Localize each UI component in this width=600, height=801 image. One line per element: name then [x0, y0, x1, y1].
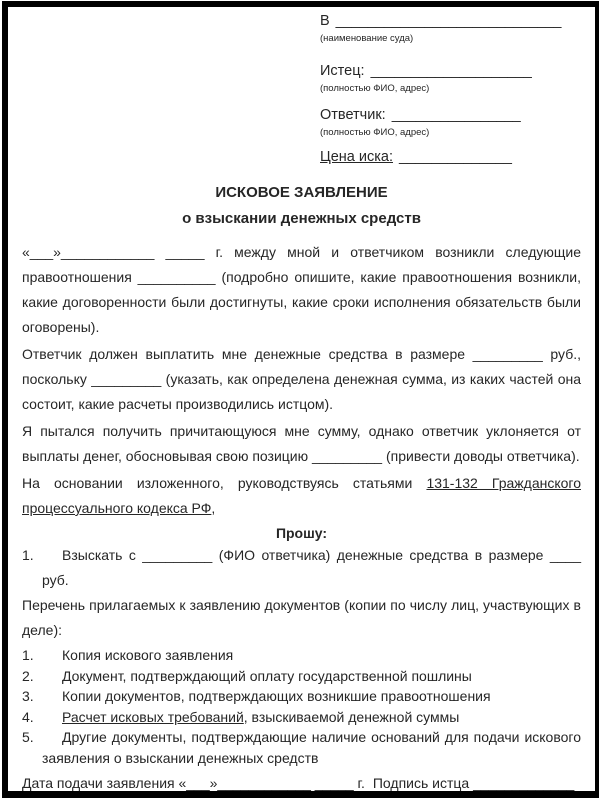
list-item-number: 5.: [22, 729, 34, 745]
request-heading: Прошу:: [275, 525, 328, 541]
paragraph-debt-amount: Ответчик должен выплатить мне денежные средства в размере _________ руб., поскольку _________ (указать, как определена денежная сумма, из каких частей она состоит, какие расчеты производились истцом).: [22, 346, 581, 412]
document-title-line2: о взыскании денежных средств: [182, 210, 421, 227]
request-item: [22, 543, 581, 593]
defendant-blank-line: ________________: [391, 107, 521, 123]
defendant-caption: (полностью ФИО, адрес): [320, 127, 430, 138]
list-item-number: 1.: [22, 647, 34, 663]
claim-price-blank-line: ______________: [399, 149, 512, 165]
footer-line: [22, 775, 585, 791]
list-item-other-documents: [22, 727, 581, 768]
filing-date-label: Дата подачи заявления: [22, 775, 175, 791]
court-blank-line: ____________________________: [335, 13, 562, 29]
plaintiff-blank-line: ____________________: [370, 63, 532, 79]
list-item-text: Другие документы, подтверждающие наличие оснований для подачи искового заявления о взыскании денежных средств: [42, 729, 581, 766]
list-item-text: Документ, подтверждающий оплату государственной пошлины: [62, 667, 472, 684]
plaintiff-row: [320, 61, 566, 82]
plaintiff-label: Истец:: [320, 63, 365, 79]
list-item-state-fee: [22, 666, 581, 687]
court-label: В: [320, 13, 330, 29]
request-item-text: Взыскать с _________ (ФИО ответчика) денежные средства в размере ____ руб.: [42, 547, 581, 588]
list-item-text-after: , взыскиваемой денежной суммы: [243, 708, 460, 725]
signature-blank: _____________: [473, 775, 575, 791]
court-header-block: [320, 11, 566, 168]
list-item-number: 4.: [22, 708, 34, 725]
legal-basis-text: На основании изложенного, руководствуясь статьями: [22, 475, 427, 491]
document-page: [2, 1, 599, 798]
document-content: [8, 7, 595, 768]
court-row: [320, 11, 566, 32]
legal-basis-suffix: ,: [211, 500, 216, 516]
claim-price-label: Цена иска:: [320, 149, 393, 165]
signature-label: Подпись истца: [372, 775, 470, 791]
list-item-claim-calculation: [22, 707, 581, 728]
filing-date-blank: «___»____________ _____ г.: [178, 775, 365, 791]
court-caption: (наименование суда): [320, 33, 414, 44]
list-item-number: 2.: [22, 667, 34, 684]
list-item-text: Копия искового заявления: [62, 647, 234, 663]
list-item-text: Копии документов, подтверждающих возникшие правоотношения: [62, 688, 491, 704]
defendant-label: Ответчик:: [320, 107, 386, 123]
claim-price-row: [320, 147, 566, 168]
list-item-underlined-text: Расчет исковых требований: [62, 708, 244, 725]
attachments-intro: Перечень прилагаемых к заявлению документов (копии по числу лиц, участвующих в деле):: [22, 597, 581, 638]
legal-articles-reference: 131-132 Гражданского процессуального кодекса РФ: [22, 475, 581, 516]
paragraph-legal-relations: «___»____________ _____ г. между мной и ответчиком возникли следующие правоотношения __________ (подробно опишите, какие правоотношения возникли, какие договоренности были достигнуты, какие сроки исполнения обязательств были оговорены).: [22, 244, 581, 335]
list-item-claim-copy: [22, 645, 581, 666]
request-item-number: 1.: [22, 547, 34, 563]
paragraph-payment-evasion: Я пытался получить причитающуюся мне сумму, однако ответчик уклоняется от выплаты денег, обосновывая свою позицию _________ (привести доводы ответчика).: [22, 423, 581, 464]
document-title: [22, 180, 581, 232]
defendant-row: [320, 105, 566, 126]
list-item-number: 3.: [22, 688, 34, 704]
list-item-relation-proofs: [22, 686, 581, 707]
document-title-line1: ИСКОВОЕ ЗАЯВЛЕНИЕ: [215, 184, 388, 201]
paragraph-legal-basis: [22, 471, 581, 521]
plaintiff-caption: (полностью ФИО, адрес): [320, 83, 430, 94]
documents-list: [22, 645, 581, 768]
